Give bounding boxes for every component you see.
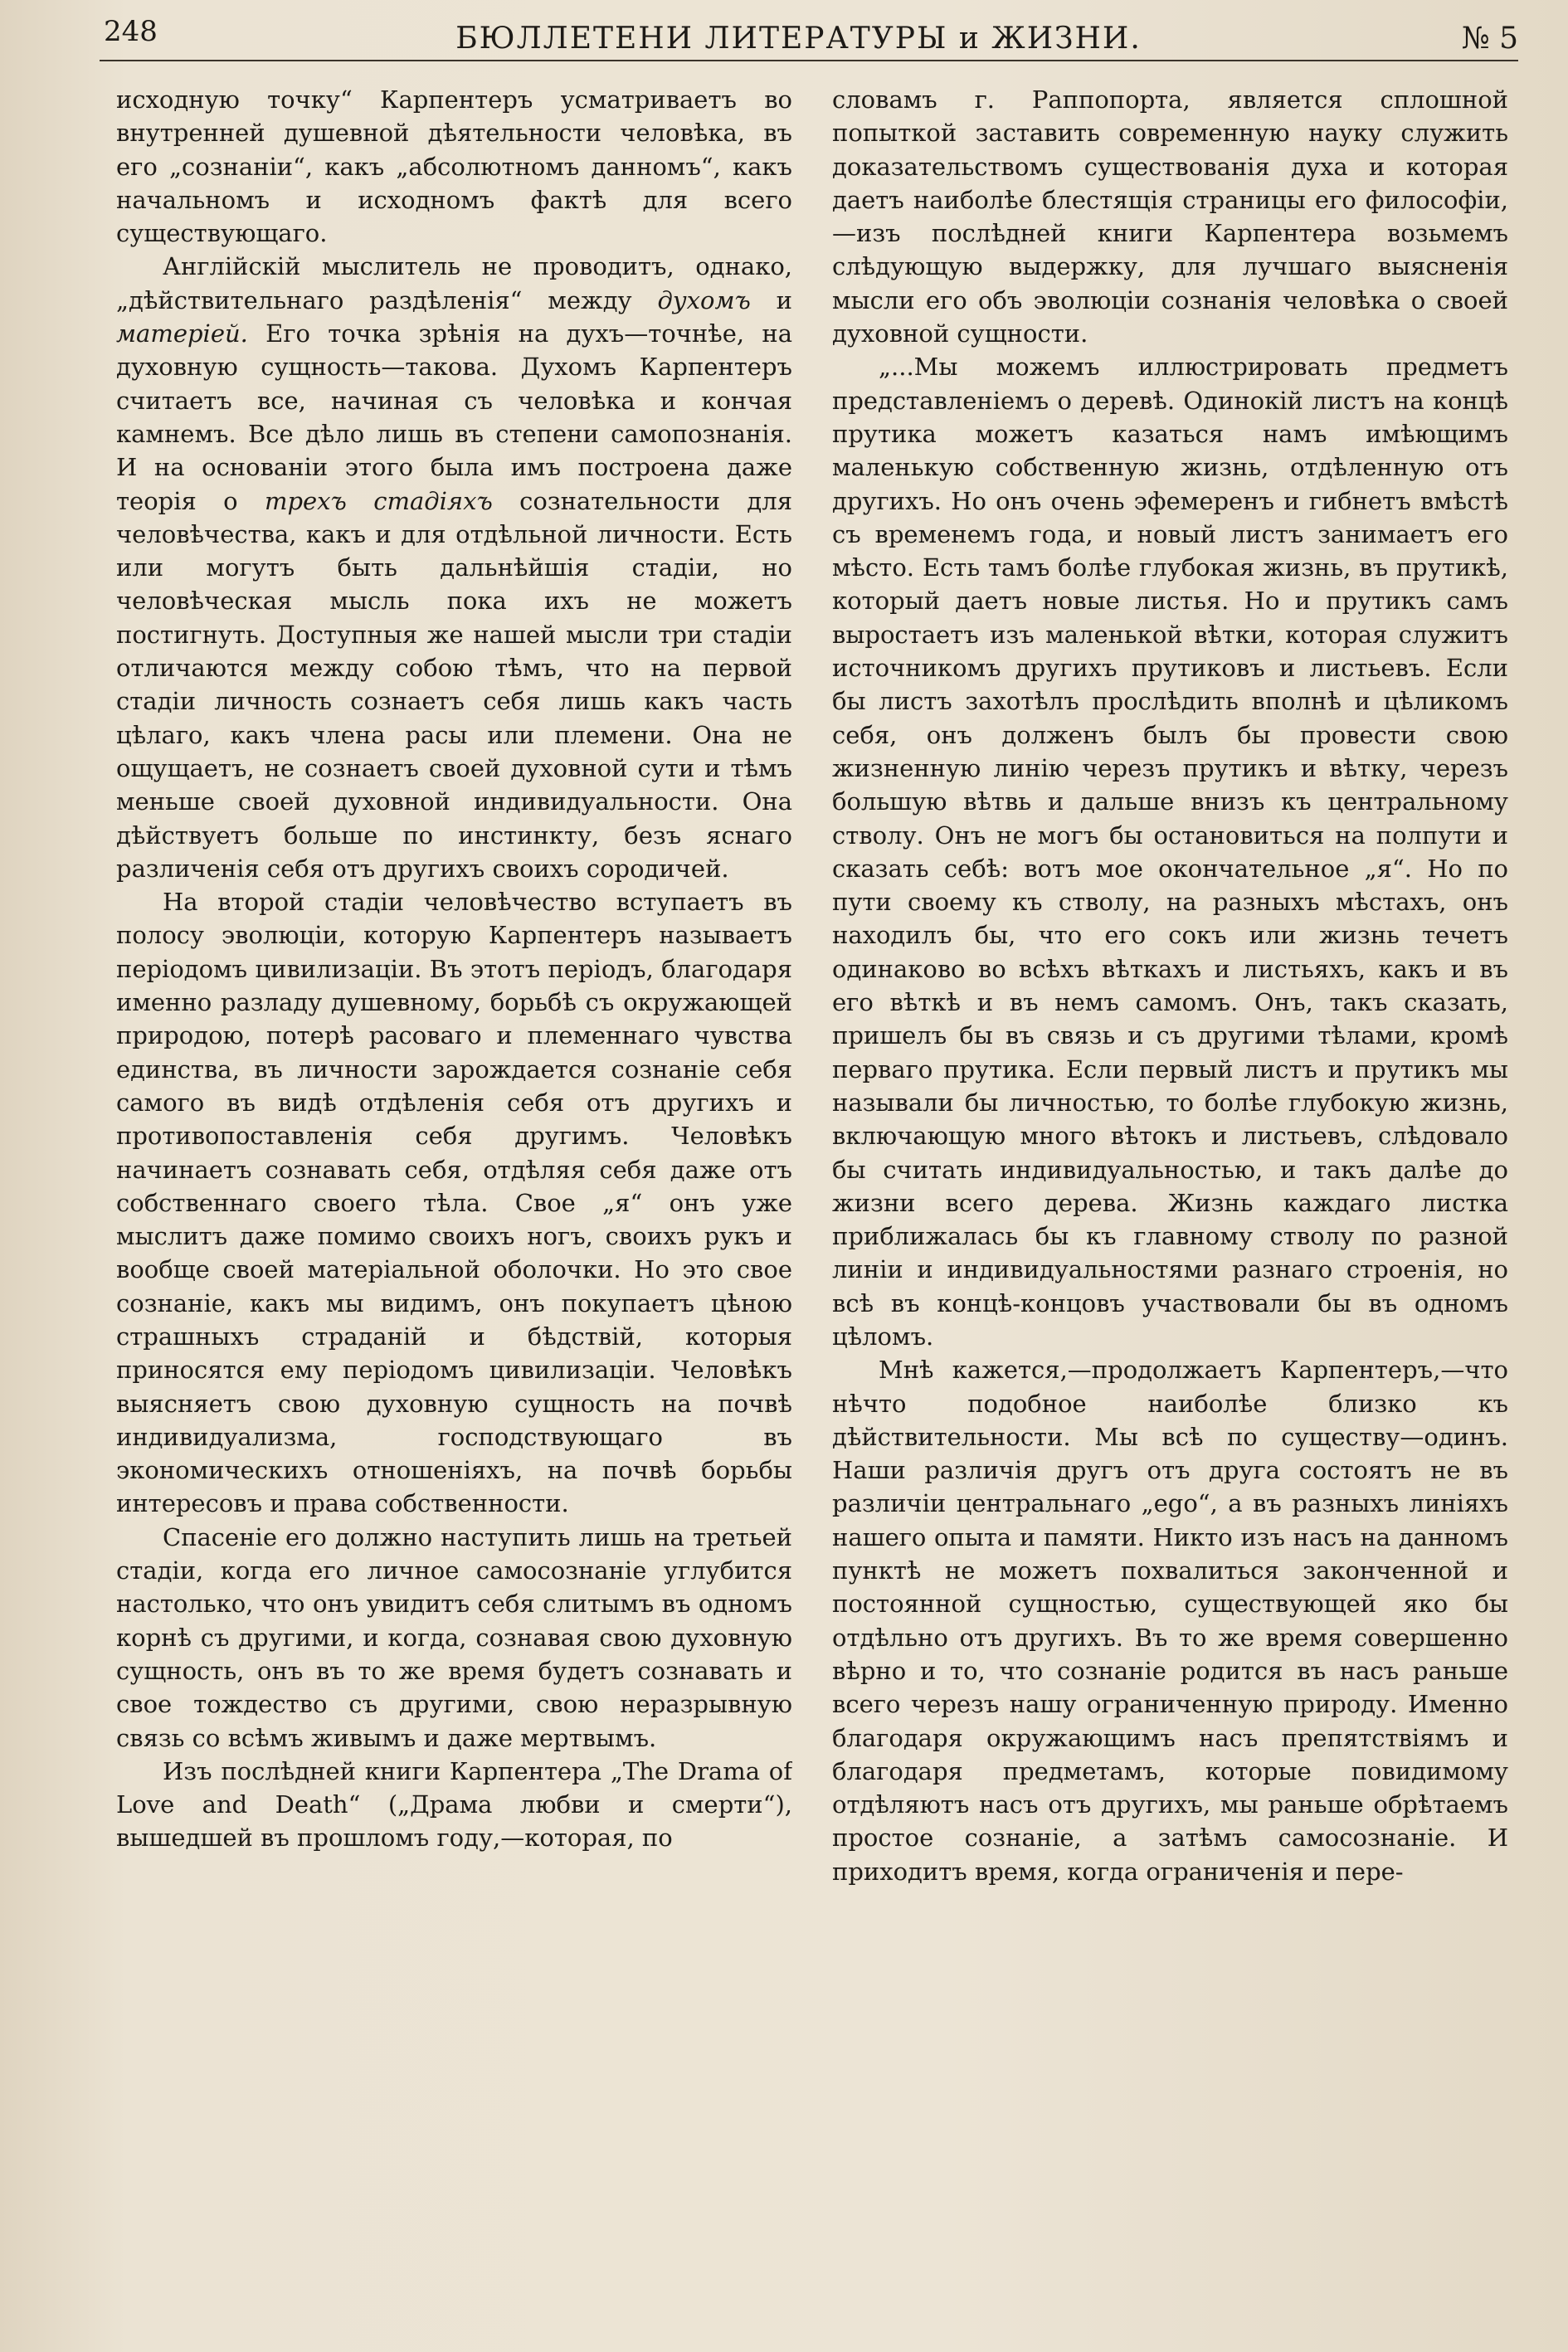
issue-number: № 5 <box>1461 22 1518 56</box>
left-column <box>116 83 792 2323</box>
header-rule <box>100 60 1518 61</box>
paragraph: словамъ г. Раппопорта, является сплошной попыткой заставить современную науку служить доказательствомъ существованія духа и которая даетъ наиболѣе блестящія страницы его философіи,—изъ послѣдней книги Карпентера возьмемъ слѣдующую выдержку, для лучшаго выясненія мысли его объ эволюціи сознанія человѣка о своей духовной сущности. <box>832 85 1508 348</box>
text-run: Англійскій мыслитель не проводитъ, однако, „дѣйствительнаго раздѣленія“ между <box>116 252 792 314</box>
text-run: и <box>750 285 792 314</box>
page-header <box>79 15 1518 56</box>
paragraph: Мнѣ кажется,—продолжаетъ Карпентеръ,—что нѣчто подобное наиболѣе близко къ дѣйствительности. Мы всѣ по существу—одинъ. Наши различія другъ отъ друга состоятъ не въ различіи центральнаго „ego“, а въ разныхъ линіяхъ нашего опыта и памяти. Никто изъ насъ на данномъ пунктѣ не можетъ похвалиться законченной и постоянной сущностью, существующей яко бы отдѣльно отъ другихъ. Въ то же время совершенно вѣрно и то, что сознаніе родится въ насъ раньше всего черезъ нашу ограниченную природу. Именно благодаря окружающимъ насъ препятствіямъ и благодаря предметамъ, которые повидимому отдѣляютъ насъ отъ другихъ, мы раньше обрѣтаемъ простое сознаніе, а затѣмъ самосознаніе. И приходитъ время, когда ограниченія и пере- <box>832 1356 1508 1886</box>
running-title: БЮЛЛЕТЕНИ ЛИТЕРАТУРЫ и ЖИЗНИ. <box>455 22 1142 56</box>
paragraph: Изъ послѣдней книги Карпентера „The Drama of Love and Death“ („Драма любви и смерти“), вышедшей въ прошломъ году,—которая, по <box>116 1756 792 1853</box>
paragraph: Спасеніе его должно наступить лишь на третьей стадіи, когда его личное самосознаніе углубится настолько, что онъ увидитъ себя слитымъ въ одномъ корнѣ съ другими, и когда, сознавая свою духовную сущность, онъ въ то же время будетъ сознавать и свое тождество съ другими, свою неразрывную связь со всѣмъ живымъ и даже мертвымъ. <box>116 1522 792 1752</box>
text-run: сознательности для человѣчества, какъ и для отдѣльной личности. Есть или могутъ быть дальнѣйшія стадіи, но человѣческая мысль пока ихъ не можетъ постигнуть. Доступныя же нашей мысли три стадіи отличаются между собою тѣмъ, что на первой стадіи личность сознаетъ себя лишь какъ часть цѣлаго, какъ члена расы или племени. Она не ощущаетъ, не сознаетъ своей духовной сути и тѣмъ меньше своей духовной индивидуальности. Она дѣйствуетъ больше по инстинкту, безъ яснаго различенія себя отъ другихъ своихъ сородичей. <box>116 486 792 883</box>
italic-term: духомъ <box>657 285 751 314</box>
paragraph: На второй стадіи человѣчество вступаетъ въ полосу эволюціи, которую Карпентеръ называетъ періодомъ цивилизаціи. Въ этотъ періодъ, благодаря именно разладу душевному, борьбѣ съ окружающей природою, потерѣ расоваго и племеннаго чувства единства, въ личности зарождается сознаніе себя самого въ видѣ отдѣленія себя отъ другихъ и противопоставленія себя другимъ. Человѣкъ начинаетъ сознавать себя, отдѣляя себя даже отъ собственнаго своего тѣла. Свое „я“ онъ уже мыслитъ даже помимо своихъ ногъ, своихъ рукъ и вообще своей матеріальной оболочки. Но это свое сознаніе, какъ мы видимъ, онъ покупаетъ цѣною страшныхъ страданій и бѣдствій, которыя приносятся ему періодомъ цивилизаціи. Человѣкъ выясняетъ свою духовную сущность на почвѣ индивидуализма, господствующаго въ экономическихъ отношеніяхъ, на почвѣ борьбы интересовъ и права собственности. <box>116 888 792 1518</box>
text-run: Его точка зрѣнія на духъ—точнѣе, на духовную сущность—такова. Духомъ Карпентеръ считаетъ все, начиная съ человѣка и кончая камнемъ. Все дѣло лишь въ степени самопознанія. И на основаніи этого была имъ построена даже теорія о <box>116 319 792 515</box>
paragraph <box>116 250 792 885</box>
page-number: 248 <box>104 15 158 48</box>
italic-term: матеріей. <box>116 319 248 348</box>
paragraph: исходную точку“ Карпентеръ усматриваетъ во внутренней душевной дѣятельности человѣка, въ его „сознаніи“, какъ „абсолютномъ данномъ“, какъ начальномъ и исходномъ фактѣ для всего существующаго. <box>116 85 792 248</box>
italic-term: трехъ стадіяхъ <box>264 486 493 515</box>
right-column <box>832 83 1508 2323</box>
paragraph: „...Мы можемъ иллюстрировать предметъ представленіемъ о деревѣ. Одинокій листъ на концѣ прутика можетъ казаться намъ имѣющимъ маленькую собственную жизнь, отдѣленную отъ другихъ. Но онъ очень эфемеренъ и гибнетъ вмѣстѣ съ временемъ года, и новый листъ занимаетъ его мѣсто. Есть тамъ болѣе глубокая жизнь, въ прутикѣ, который даетъ новые листья. Но и прутикъ самъ выростаетъ изъ маленькой вѣтки, которая служитъ источникомъ другихъ прутиковъ и листьевъ. Если бы листъ захотѣлъ прослѣдить вполнѣ и цѣликомъ себя, онъ долженъ былъ бы провести свою жизненную линію черезъ прутикъ и вѣтку, черезъ большую вѣтвь и дальше внизъ къ центральному стволу. Онъ не могъ бы остановиться на полпути и сказать себѣ: вотъ мое окончательное „я“. Но по пути своему къ стволу, на разныхъ мѣстахъ, онъ находилъ бы, что его сокъ или жизнь течетъ одинаково во всѣхъ вѣткахъ и листьяхъ, какъ и въ его вѣткѣ и въ немъ самомъ. Онъ, такъ сказать, пришелъ бы въ связь и съ другими тѣлами, кромѣ перваго прутика. Если первый листъ и прутикъ мы называли бы личностью, то болѣе глубокую жизнь, включающую много вѣтокъ и листьевъ, слѣдовало бы считать индивидуальностью, и такъ далѣе до жизни всего дерева. Жизнь каждаго листка приближалась бы къ главному стволу по разной линіи и индивидуальностями разнаго строенія, но всѣ въ концѣ-концовъ участвовали бы въ одномъ цѣломъ. <box>832 353 1508 1351</box>
